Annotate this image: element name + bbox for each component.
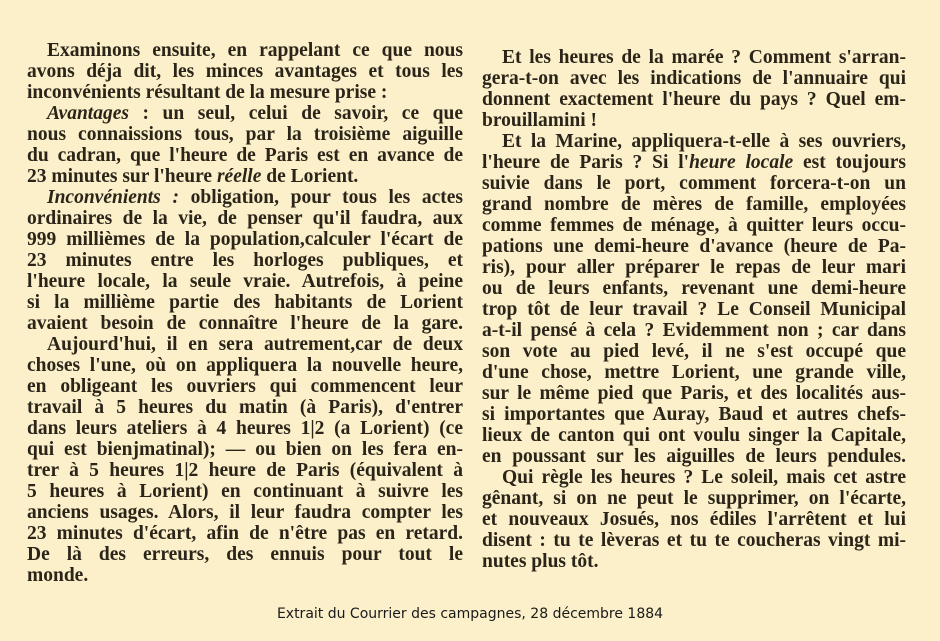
text-segment: trer à 5 heures 1|2 heure de Paris (équivalent à xyxy=(27,460,463,481)
text-segment: ordinaires de la vie, de penser qu'il faudra, aux xyxy=(27,208,463,229)
text-line xyxy=(482,341,906,362)
text-segment: du cadran, que l'heure de Paris est en avance de xyxy=(27,145,463,166)
text-line xyxy=(27,187,463,208)
text-segment: a-t-il pensé à cela ? Evidemment non ; car dans xyxy=(482,320,906,341)
text-line xyxy=(482,152,906,173)
text-line xyxy=(27,355,463,376)
text-line xyxy=(27,124,463,145)
text-line xyxy=(482,383,906,404)
text-segment: si la millième partie des habitants de Lorient xyxy=(27,292,463,313)
text-segment: l'heure de Paris ? Si l' xyxy=(482,152,690,173)
text-segment: 23 minutes sur l'heure xyxy=(27,166,217,187)
text-segment: si importantes que Auray, Baud et autres chefs- xyxy=(482,404,906,425)
text-line xyxy=(27,82,463,103)
text-segment: l'heure locale, la seule vraie. Autrefois, à peine xyxy=(27,271,463,292)
text-segment: disent : tu te lèveras et tu te coucheras vingt mi- xyxy=(482,530,906,551)
text-segment: Et les heures de la marée ? Comment s'arran- xyxy=(502,47,906,68)
text-segment: travail à 5 heures du matin (à Paris), d'entrer xyxy=(27,397,463,418)
text-segment: 23 minutes d'écart, afin de n'être pas en retard. xyxy=(27,523,463,544)
text-segment: obligation, pour tous les actes xyxy=(178,187,463,208)
text-line xyxy=(482,47,906,68)
text-line xyxy=(27,460,463,481)
text-line xyxy=(27,565,463,586)
text-segment: pations une demi-heure d'avance (heure de Pa- xyxy=(482,236,906,257)
text-line xyxy=(27,397,463,418)
text-line xyxy=(27,40,463,61)
text-line xyxy=(27,292,463,313)
text-segment: brouillamini ! xyxy=(482,110,598,131)
text-line xyxy=(482,257,906,278)
text-line xyxy=(27,61,463,82)
text-segment: sur le même pied que Paris, et des localités aus- xyxy=(482,383,906,404)
text-line xyxy=(27,523,463,544)
text-segment: Aujourd'hui, il en sera autrement,car de deux xyxy=(47,334,463,355)
text-line xyxy=(482,236,906,257)
text-segment: ou de leurs enfants, revenant une demi-heure xyxy=(482,278,906,299)
text-line xyxy=(27,229,463,250)
text-line xyxy=(482,467,906,488)
italic-text: Avantages xyxy=(47,103,129,124)
text-line xyxy=(482,68,906,89)
text-segment: son vote au pied levé, il ne s'est occupé que xyxy=(482,341,906,362)
source-caption: Extrait du Courrier des campagnes, 28 décembre 1884 xyxy=(276,606,664,622)
text-line xyxy=(482,488,906,509)
text-segment: 999 millièmes de la population,calculer l'écart de xyxy=(27,229,463,250)
text-segment: De là des erreurs, des ennuis pour tout le xyxy=(27,544,463,565)
text-segment: en poussant sur les aiguilles de leurs pendules. xyxy=(482,446,906,467)
text-line xyxy=(482,320,906,341)
text-segment: : un seul, celui de savoir, ce que xyxy=(128,103,463,124)
text-segment: grand nombre de mères de famille, employées xyxy=(482,194,906,215)
text-segment: d'une chose, mettre Lorient, une grande ville, xyxy=(482,362,906,383)
article-left-column xyxy=(27,40,463,586)
text-line xyxy=(27,502,463,523)
text-segment: avaient besoin de connaître l'heure de la gare. xyxy=(27,313,463,334)
text-line xyxy=(482,89,906,110)
text-line xyxy=(482,278,906,299)
text-line xyxy=(27,250,463,271)
text-segment: monde. xyxy=(27,565,89,586)
italic-text: heure locale xyxy=(689,152,794,173)
text-segment: donnent exactement l'heure du pays ? Quel em- xyxy=(482,89,906,110)
text-segment: en obligeant les ouvriers qui commencent leur xyxy=(27,376,463,397)
text-line xyxy=(27,208,463,229)
text-segment: Examinons ensuite, en rappelant ce que nous xyxy=(47,40,463,61)
text-segment: inconvénients résultant de la mesure prise : xyxy=(27,82,388,103)
text-line xyxy=(27,439,463,460)
text-segment: dans leurs ateliers à 4 heures 1|2 (a Lorient) (ce xyxy=(27,418,463,439)
text-segment: de Lorient. xyxy=(261,166,359,187)
article-right-column xyxy=(482,47,906,572)
text-segment: trop tôt de leur travail ? Le Conseil Municipal xyxy=(482,299,906,320)
text-segment: choses l'une, où on appliquera la nouvelle heure, xyxy=(27,355,463,376)
text-segment: est toujours xyxy=(793,152,907,173)
text-segment: ris), pour aller préparer le repas de leur mari xyxy=(482,257,906,278)
text-line xyxy=(482,173,906,194)
text-line xyxy=(482,509,906,530)
text-line xyxy=(482,215,906,236)
text-line xyxy=(482,404,906,425)
text-segment: 5 heures à Lorient) en continuant à suivre les xyxy=(27,481,463,502)
italic-text: réelle xyxy=(216,166,262,187)
text-segment: suivie dans le port, comment forcera-t-on un xyxy=(482,173,906,194)
text-segment: Et la Marine, appliquera-t-elle à ses ouvriers, xyxy=(502,131,906,152)
text-segment: 23 minutes entre les horloges publiques, et xyxy=(27,250,463,271)
text-line xyxy=(27,271,463,292)
text-segment: nous connaissions tous, par la troisième aiguille xyxy=(27,124,463,145)
text-segment: gênant, si on ne peut le supprimer, on l'écarte, xyxy=(482,488,906,509)
text-segment: Qui règle les heures ? Le soleil, mais cet astre xyxy=(502,467,906,488)
text-segment: lieux de canton qui ont voulu singer la Capitale, xyxy=(482,425,906,446)
text-line xyxy=(482,425,906,446)
text-line xyxy=(27,166,463,187)
text-line xyxy=(27,481,463,502)
text-line xyxy=(27,313,463,334)
text-segment: avons déja dit, les minces avantages et tous les xyxy=(27,61,463,82)
text-segment: gera-t-on avec les indications de l'annuaire qui xyxy=(482,68,906,89)
text-line xyxy=(482,530,906,551)
text-line xyxy=(27,418,463,439)
text-line xyxy=(482,131,906,152)
text-line xyxy=(27,544,463,565)
text-segment: et nouveaux Josués, nos édiles l'arrêtent et lui xyxy=(482,509,906,530)
text-segment: comme femmes de ménage, à quitter leurs occu- xyxy=(482,215,906,236)
text-segment: nutes plus tôt. xyxy=(482,551,599,572)
italic-text: Inconvénients : xyxy=(47,187,179,208)
text-line xyxy=(482,551,906,572)
text-line xyxy=(482,446,906,467)
text-line xyxy=(27,376,463,397)
text-line xyxy=(482,299,906,320)
text-line xyxy=(27,145,463,166)
text-line xyxy=(27,103,463,124)
text-line xyxy=(482,194,906,215)
text-segment: anciens usages. Alors, il leur faudra compter les xyxy=(27,502,463,523)
text-line xyxy=(27,334,463,355)
text-line xyxy=(482,362,906,383)
text-segment: qui est bienjmatinal); — ou bien on les fera en- xyxy=(27,439,463,460)
text-line xyxy=(482,110,906,131)
